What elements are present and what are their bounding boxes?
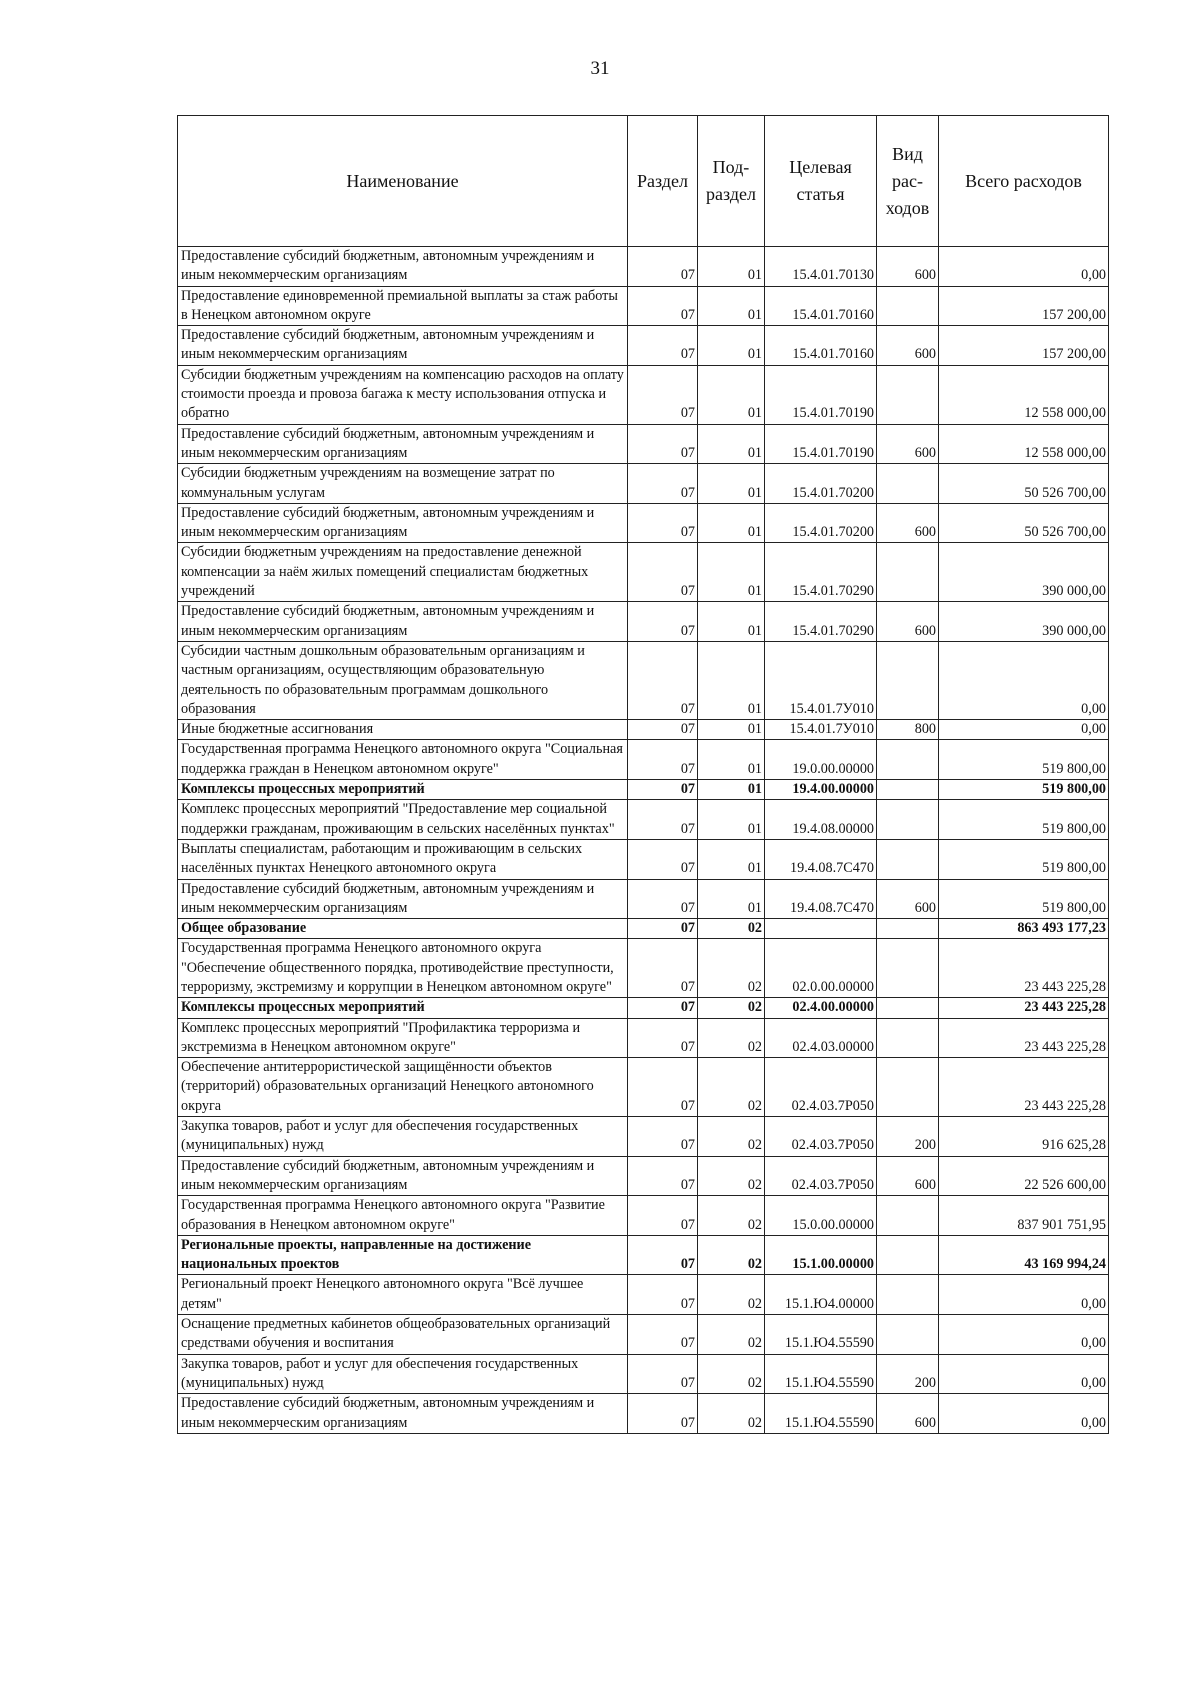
row-podrazdel-cell: 01 (698, 740, 765, 780)
row-name-cell: Предоставление субсидий бюджетным, автономным учреждениям и иным некоммерческим организациям (178, 1156, 628, 1196)
row-razdel-cell: 07 (628, 879, 698, 919)
table-row (178, 839, 1109, 879)
row-celevaya-cell: 15.4.01.7У010 (765, 641, 877, 719)
row-vid-cell (877, 641, 939, 719)
budget-table (177, 115, 1109, 1434)
row-celevaya-cell: 15.1.Ю4.55590 (765, 1354, 877, 1394)
row-vid-cell (877, 1315, 939, 1355)
row-razdel-cell: 07 (628, 780, 698, 800)
row-razdel-cell: 07 (628, 800, 698, 840)
row-name-cell: Предоставление субсидий бюджетным, автономным учреждениям и иным некоммерческим организациям (178, 247, 628, 287)
row-vid-cell (877, 464, 939, 504)
row-celevaya-cell: 19.4.08.7С470 (765, 839, 877, 879)
row-total-cell: 157 200,00 (939, 286, 1109, 326)
row-razdel-cell: 07 (628, 641, 698, 719)
row-celevaya-cell: 15.1.Ю4.00000 (765, 1275, 877, 1315)
row-total-cell: 23 443 225,28 (939, 939, 1109, 998)
row-celevaya-cell: 15.4.01.70290 (765, 602, 877, 642)
row-podrazdel-cell: 02 (698, 1058, 765, 1117)
row-name-cell: Региональные проекты, направленные на достижение национальных проектов (178, 1235, 628, 1275)
row-total-cell: 0,00 (939, 247, 1109, 287)
row-vid-cell (877, 1058, 939, 1117)
table-row (178, 939, 1109, 998)
row-name-cell: Обеспечение антитеррористической защищённости объектов (территорий) образовательных организаций Ненецкого автономного округа (178, 1058, 628, 1117)
row-total-cell: 863 493 177,23 (939, 919, 1109, 939)
row-razdel-cell: 07 (628, 365, 698, 424)
row-name-cell: Оснащение предметных кабинетов общеобразовательных организаций средствами обучения и воспитания (178, 1315, 628, 1355)
row-name-cell: Закупка товаров, работ и услуг для обеспечения государственных (муниципальных) нужд (178, 1117, 628, 1157)
row-vid-cell (877, 1275, 939, 1315)
row-podrazdel-cell: 02 (698, 1196, 765, 1236)
row-total-cell: 916 625,28 (939, 1117, 1109, 1157)
table-row (178, 641, 1109, 719)
row-vid-cell (877, 365, 939, 424)
header-celevaya: Целевая статья (765, 116, 877, 247)
row-name-cell: Предоставление субсидий бюджетным, автономным учреждениям и иным некоммерческим организациям (178, 1394, 628, 1434)
row-total-cell: 390 000,00 (939, 602, 1109, 642)
row-name-cell: Предоставление субсидий бюджетным, автономным учреждениям и иным некоммерческим организациям (178, 326, 628, 366)
table-row (178, 998, 1109, 1018)
table-row (178, 247, 1109, 287)
row-celevaya-cell: 02.0.00.00000 (765, 939, 877, 998)
table-row (178, 286, 1109, 326)
row-vid-cell (877, 543, 939, 602)
table-row (178, 1394, 1109, 1434)
row-name-cell: Государственная программа Ненецкого автономного округа "Развитие образования в Ненецком автономном округе" (178, 1196, 628, 1236)
row-total-cell: 519 800,00 (939, 879, 1109, 919)
row-podrazdel-cell: 01 (698, 602, 765, 642)
row-podrazdel-cell: 01 (698, 326, 765, 366)
row-vid-cell: 600 (877, 879, 939, 919)
row-razdel-cell: 07 (628, 1156, 698, 1196)
row-total-cell: 0,00 (939, 641, 1109, 719)
row-celevaya-cell: 15.1.Ю4.55590 (765, 1394, 877, 1434)
row-podrazdel-cell: 01 (698, 286, 765, 326)
row-vid-cell: 200 (877, 1117, 939, 1157)
row-vid-cell: 600 (877, 602, 939, 642)
row-podrazdel-cell: 02 (698, 1117, 765, 1157)
row-celevaya-cell: 15.4.01.70200 (765, 503, 877, 543)
row-celevaya-cell (765, 919, 877, 939)
row-celevaya-cell: 19.4.08.00000 (765, 800, 877, 840)
row-razdel-cell: 07 (628, 326, 698, 366)
row-vid-cell: 600 (877, 503, 939, 543)
row-total-cell: 23 443 225,28 (939, 1058, 1109, 1117)
row-name-cell: Государственная программа Ненецкого автономного округа "Обеспечение общественного порядка, противодействие преступности, терроризму, экстремизму и коррупции в Ненецком автономном округе" (178, 939, 628, 998)
row-podrazdel-cell: 01 (698, 365, 765, 424)
row-razdel-cell: 07 (628, 1354, 698, 1394)
row-total-cell: 0,00 (939, 1394, 1109, 1434)
row-name-cell: Предоставление субсидий бюджетным, автономным учреждениям и иным некоммерческим организациям (178, 879, 628, 919)
row-celevaya-cell: 02.4.03.00000 (765, 1018, 877, 1058)
table-row (178, 1117, 1109, 1157)
row-celevaya-cell: 15.0.00.00000 (765, 1196, 877, 1236)
row-razdel-cell: 07 (628, 286, 698, 326)
row-podrazdel-cell: 01 (698, 424, 765, 464)
row-total-cell: 50 526 700,00 (939, 503, 1109, 543)
table-row (178, 1156, 1109, 1196)
row-podrazdel-cell: 02 (698, 919, 765, 939)
row-razdel-cell: 07 (628, 1394, 698, 1434)
row-podrazdel-cell: 02 (698, 1315, 765, 1355)
row-total-cell: 12 558 000,00 (939, 424, 1109, 464)
row-total-cell: 519 800,00 (939, 740, 1109, 780)
row-celevaya-cell: 02.4.03.7Р050 (765, 1156, 877, 1196)
table-row (178, 1018, 1109, 1058)
row-vid-cell (877, 1235, 939, 1275)
row-podrazdel-cell: 01 (698, 247, 765, 287)
table-row (178, 503, 1109, 543)
row-razdel-cell: 07 (628, 720, 698, 740)
row-podrazdel-cell: 01 (698, 879, 765, 919)
row-total-cell: 50 526 700,00 (939, 464, 1109, 504)
row-razdel-cell: 07 (628, 1117, 698, 1157)
row-razdel-cell: 07 (628, 740, 698, 780)
row-celevaya-cell: 15.4.01.70130 (765, 247, 877, 287)
row-total-cell: 519 800,00 (939, 780, 1109, 800)
row-celevaya-cell: 15.1.00.00000 (765, 1235, 877, 1275)
row-podrazdel-cell: 02 (698, 1156, 765, 1196)
row-name-cell: Общее образование (178, 919, 628, 939)
row-name-cell: Комплексы процессных мероприятий (178, 998, 628, 1018)
row-vid-cell: 800 (877, 720, 939, 740)
row-podrazdel-cell: 01 (698, 503, 765, 543)
row-name-cell: Субсидии частным дошкольным образовательным организациям и частным организациям, осуществляющим образовательную деятельность по образовательным программам дошкольного образования (178, 641, 628, 719)
row-total-cell: 12 558 000,00 (939, 365, 1109, 424)
row-name-cell: Государственная программа Ненецкого автономного округа "Социальная поддержка граждан в Ненецком автономном округе" (178, 740, 628, 780)
row-razdel-cell: 07 (628, 1315, 698, 1355)
row-podrazdel-cell: 01 (698, 839, 765, 879)
row-razdel-cell: 07 (628, 602, 698, 642)
row-total-cell: 157 200,00 (939, 326, 1109, 366)
row-total-cell: 390 000,00 (939, 543, 1109, 602)
row-name-cell: Комплекс процессных мероприятий "Предоставление мер социальной поддержки гражданам, проживающим в сельских населённых пунктах" (178, 800, 628, 840)
row-razdel-cell: 07 (628, 464, 698, 504)
table-row (178, 1196, 1109, 1236)
row-razdel-cell: 07 (628, 1275, 698, 1315)
row-celevaya-cell: 15.1.Ю4.55590 (765, 1315, 877, 1355)
row-vid-cell: 600 (877, 247, 939, 287)
table-row (178, 602, 1109, 642)
header-name: Наименование (178, 116, 628, 247)
row-name-cell: Иные бюджетные ассигнования (178, 720, 628, 740)
row-name-cell: Предоставление субсидий бюджетным, автономным учреждениям и иным некоммерческим организациям (178, 602, 628, 642)
row-vid-cell: 200 (877, 1354, 939, 1394)
row-name-cell: Субсидии бюджетным учреждениям на компенсацию расходов на оплату стоимости проезда и провоза багажа к месту использования отпуска и обратно (178, 365, 628, 424)
row-celevaya-cell: 15.4.01.70160 (765, 326, 877, 366)
row-celevaya-cell: 02.4.03.7Р050 (765, 1117, 877, 1157)
row-vid-cell (877, 286, 939, 326)
row-vid-cell (877, 998, 939, 1018)
row-vid-cell (877, 839, 939, 879)
row-vid-cell (877, 919, 939, 939)
row-celevaya-cell: 19.4.08.7С470 (765, 879, 877, 919)
row-celevaya-cell: 15.4.01.7У010 (765, 720, 877, 740)
row-name-cell: Предоставление субсидий бюджетным, автономным учреждениям и иным некоммерческим организациям (178, 424, 628, 464)
row-podrazdel-cell: 02 (698, 1275, 765, 1315)
row-name-cell: Выплаты специалистам, работающим и проживающим в сельских населённых пунктах Ненецкого автономного округа (178, 839, 628, 879)
row-total-cell: 519 800,00 (939, 839, 1109, 879)
row-vid-cell (877, 740, 939, 780)
table-row (178, 720, 1109, 740)
table-row (178, 326, 1109, 366)
table-row (178, 464, 1109, 504)
row-celevaya-cell: 15.4.01.70160 (765, 286, 877, 326)
row-razdel-cell: 07 (628, 543, 698, 602)
table-row (178, 1315, 1109, 1355)
row-razdel-cell: 07 (628, 998, 698, 1018)
table-row (178, 780, 1109, 800)
row-celevaya-cell: 19.0.00.00000 (765, 740, 877, 780)
row-podrazdel-cell: 01 (698, 464, 765, 504)
table-row (178, 879, 1109, 919)
row-celevaya-cell: 15.4.01.70290 (765, 543, 877, 602)
row-podrazdel-cell: 01 (698, 543, 765, 602)
row-podrazdel-cell: 01 (698, 720, 765, 740)
header-razdel: Раздел (628, 116, 698, 247)
table-row (178, 1275, 1109, 1315)
row-total-cell: 43 169 994,24 (939, 1235, 1109, 1275)
row-podrazdel-cell: 02 (698, 1018, 765, 1058)
row-vid-cell (877, 939, 939, 998)
row-razdel-cell: 07 (628, 919, 698, 939)
row-razdel-cell: 07 (628, 503, 698, 543)
row-podrazdel-cell: 01 (698, 641, 765, 719)
row-total-cell: 837 901 751,95 (939, 1196, 1109, 1236)
table-row (178, 365, 1109, 424)
table-row (178, 1354, 1109, 1394)
table-row (178, 1058, 1109, 1117)
row-celevaya-cell: 02.4.03.7Р050 (765, 1058, 877, 1117)
row-name-cell: Закупка товаров, работ и услуг для обеспечения государственных (муниципальных) нужд (178, 1354, 628, 1394)
row-podrazdel-cell: 02 (698, 1394, 765, 1434)
row-razdel-cell: 07 (628, 424, 698, 464)
page-number: 31 (590, 58, 610, 79)
table-row (178, 919, 1109, 939)
row-razdel-cell: 07 (628, 939, 698, 998)
row-name-cell: Субсидии бюджетным учреждениям на предоставление денежной компенсации за наём жилых помещений специалистам бюджетных учреждений (178, 543, 628, 602)
header-total: Всего расходов (939, 116, 1109, 247)
row-name-cell: Комплексы процессных мероприятий (178, 780, 628, 800)
row-podrazdel-cell: 01 (698, 780, 765, 800)
row-vid-cell: 600 (877, 1394, 939, 1434)
row-name-cell: Предоставление субсидий бюджетным, автономным учреждениям и иным некоммерческим организациям (178, 503, 628, 543)
row-razdel-cell: 07 (628, 839, 698, 879)
row-celevaya-cell: 15.4.01.70200 (765, 464, 877, 504)
row-vid-cell (877, 780, 939, 800)
header-podrazdel: Под-раздел (698, 116, 765, 247)
header-vid: Вид рас-ходов (877, 116, 939, 247)
row-vid-cell: 600 (877, 1156, 939, 1196)
row-vid-cell (877, 800, 939, 840)
row-celevaya-cell: 15.4.01.70190 (765, 424, 877, 464)
table-row (178, 1235, 1109, 1275)
row-name-cell: Предоставление единовременной премиальной выплаты за стаж работы в Ненецком автономном округе (178, 286, 628, 326)
row-razdel-cell: 07 (628, 247, 698, 287)
row-name-cell: Субсидии бюджетным учреждениям на возмещение затрат по коммунальным услугам (178, 464, 628, 504)
row-total-cell: 0,00 (939, 720, 1109, 740)
table-row (178, 424, 1109, 464)
table-row (178, 740, 1109, 780)
row-podrazdel-cell: 02 (698, 1235, 765, 1275)
row-podrazdel-cell: 02 (698, 998, 765, 1018)
row-razdel-cell: 07 (628, 1018, 698, 1058)
table-row (178, 800, 1109, 840)
row-total-cell: 22 526 600,00 (939, 1156, 1109, 1196)
row-podrazdel-cell: 02 (698, 1354, 765, 1394)
row-total-cell: 519 800,00 (939, 800, 1109, 840)
row-podrazdel-cell: 02 (698, 939, 765, 998)
row-total-cell: 23 443 225,28 (939, 1018, 1109, 1058)
row-razdel-cell: 07 (628, 1196, 698, 1236)
row-total-cell: 0,00 (939, 1354, 1109, 1394)
table-row (178, 543, 1109, 602)
row-podrazdel-cell: 01 (698, 800, 765, 840)
row-razdel-cell: 07 (628, 1058, 698, 1117)
header-row (178, 116, 1109, 247)
row-name-cell: Региональный проект Ненецкого автономного округа "Всё лучшее детям" (178, 1275, 628, 1315)
row-celevaya-cell: 02.4.00.00000 (765, 998, 877, 1018)
row-vid-cell: 600 (877, 424, 939, 464)
row-vid-cell: 600 (877, 326, 939, 366)
row-name-cell: Комплекс процессных мероприятий "Профилактика терроризма и экстремизма в Ненецком автономном округе" (178, 1018, 628, 1058)
row-vid-cell (877, 1018, 939, 1058)
row-razdel-cell: 07 (628, 1235, 698, 1275)
row-total-cell: 0,00 (939, 1315, 1109, 1355)
row-total-cell: 0,00 (939, 1275, 1109, 1315)
row-vid-cell (877, 1196, 939, 1236)
row-celevaya-cell: 19.4.00.00000 (765, 780, 877, 800)
row-total-cell: 23 443 225,28 (939, 998, 1109, 1018)
row-celevaya-cell: 15.4.01.70190 (765, 365, 877, 424)
